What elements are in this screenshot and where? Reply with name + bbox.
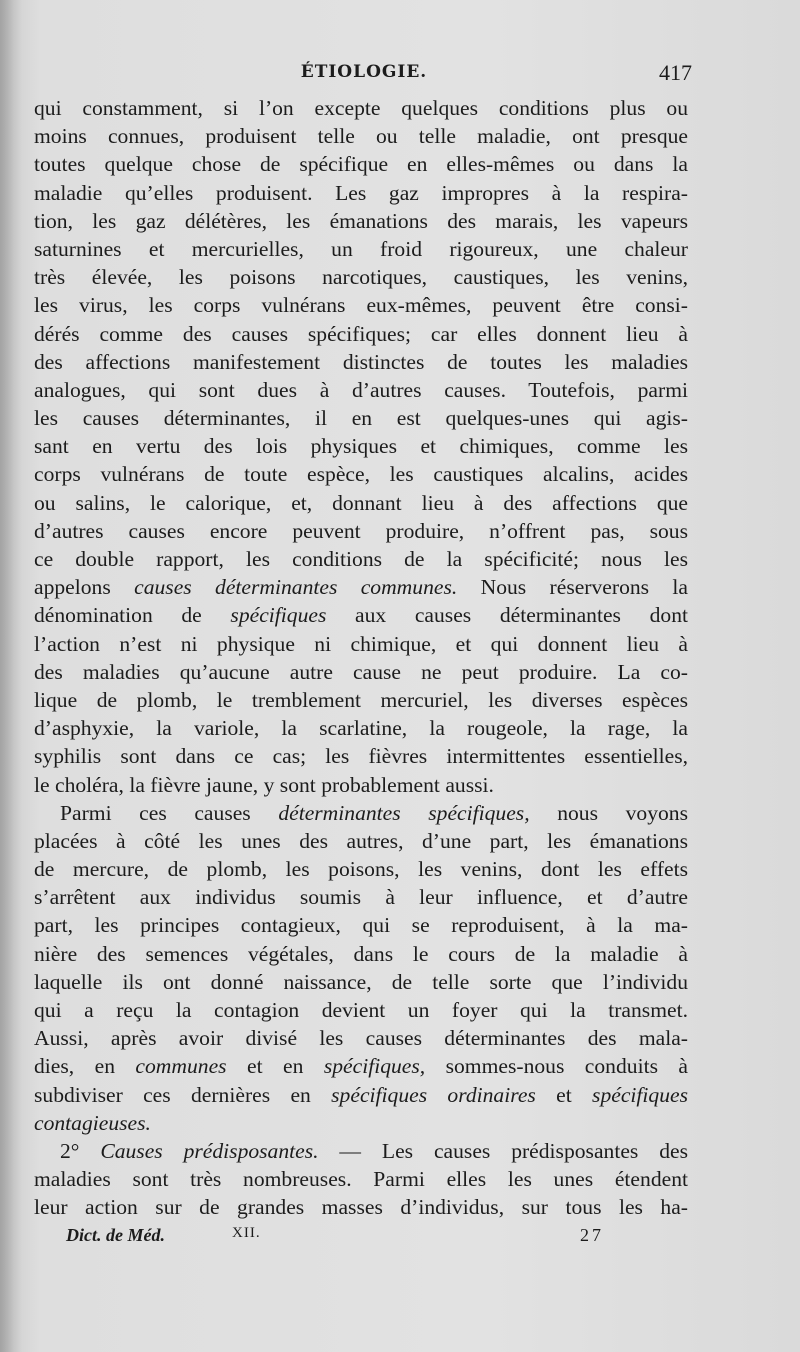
text-line: toutes quelque chose de spécifique en elles-mêmes ou dans la — [34, 152, 688, 177]
italic-term: spécifiques ordinaires — [331, 1082, 536, 1107]
footer-signature: 27 — [580, 1225, 604, 1245]
text-line: d’asphyxie, la variole, la scarlatine, la rougeole, la rage, la — [34, 716, 688, 741]
running-head — [36, 62, 692, 92]
page-number: 417 — [659, 60, 692, 85]
text-line: l’action n’est ni physique ni chimique, et qui donnent lieu à — [34, 631, 688, 656]
text-run: 2° — [60, 1138, 101, 1163]
text-line — [34, 1137, 688, 1165]
text-run: dénomination de — [34, 603, 231, 628]
italic-term: spécifiques — [230, 603, 327, 628]
text-run: et en — [226, 1054, 324, 1079]
text-line: laquelle ils ont donné naissance, de telle sorte que l’individu — [34, 969, 688, 994]
text-line: placées à côté les unes des autres, d’une part, les émanations — [34, 828, 688, 853]
text-line: les virus, les corps vulnérans eux-mêmes, peuvent être consi- — [34, 293, 688, 318]
text-line: très élevée, les poisons narcotiques, caustiques, les venins, — [34, 265, 688, 290]
footer-volume: XII. — [232, 1225, 261, 1241]
text-line: tion, les gaz délétères, les émanations des marais, les vapeurs — [34, 208, 688, 233]
text-run: et — [535, 1082, 593, 1107]
text-line: maladie qu’elles produisent. Les gaz impropres à la respira- — [34, 180, 688, 205]
text-line: lique de plomb, le tremblement mercuriel, les diverses espèces — [34, 687, 688, 712]
text-line: dérés comme des causes spécifiques; car elles donnent lieu à — [34, 321, 688, 346]
text-line: moins connues, produisent telle ou telle maladie, ont presque — [34, 124, 688, 149]
body-text — [34, 94, 688, 1222]
italic-term: spécifiques, — [323, 1054, 426, 1079]
text-run: Nous réserverons la — [457, 575, 688, 600]
text-line: syphilis sont dans ce cas; les fièvres intermittentes essentielles, — [34, 744, 688, 769]
binding-shadow — [0, 0, 22, 1352]
text-run: sommes-nous conduits à — [425, 1054, 688, 1079]
page-footer — [66, 1225, 626, 1251]
text-line: le choléra, la fièvre jaune, y sont probablement aussi. — [34, 772, 494, 797]
text-line: des maladies qu’aucune autre cause ne peut produire. La co- — [34, 659, 688, 684]
text-line: de mercure, de plomb, les poisons, les venins, dont les effets — [34, 857, 688, 882]
text-line: Aussi, après avoir divisé les causes déterminantes des mala- — [34, 1026, 688, 1051]
text-line: des affections manifestement distinctes de toutes les maladies — [34, 349, 688, 374]
text-line: d’autres causes encore peuvent produire, n’offrent pas, sous — [34, 518, 688, 543]
italic-term: déterminantes spécifiques, — [278, 800, 530, 825]
text-line: saturnines et mercurielles, un froid rigoureux, une chaleur — [34, 236, 688, 261]
text-line: qui a reçu la contagion devient un foyer qui la transmet. — [34, 998, 688, 1022]
text-line: sant en vertu des lois physiques et chimiques, comme les — [34, 434, 688, 459]
italic-term: causes déterminantes communes. — [134, 575, 458, 600]
italic-term: spécifiques — [592, 1082, 688, 1107]
text-line: part, les principes contagieux, qui se reproduisent, à la ma- — [34, 913, 688, 938]
text-line: corps vulnérans de toute espèce, les caustiques alcalins, acides — [34, 462, 688, 487]
text-line: les causes déterminantes, il en est quelques-unes qui agis- — [34, 406, 688, 431]
text-run: dies, en — [34, 1054, 136, 1079]
text-line: analogues, qui sont dues à d’autres causes. Toutefois, parmi — [34, 377, 688, 402]
text-run: nous voyons — [529, 800, 688, 825]
text-line: qui constamment, si l’on excepte quelques conditions plus ou — [34, 96, 688, 120]
text-line — [34, 573, 688, 601]
text-run: aux causes déterminantes dont — [326, 603, 688, 628]
text-run: Parmi ces causes — [60, 800, 279, 825]
italic-term: communes — [135, 1054, 227, 1079]
italic-heading: Causes prédisposantes. — [100, 1138, 319, 1163]
text-line: maladies sont très nombreuses. Parmi elles les unes étendent — [34, 1167, 688, 1192]
text-line: nière des semences végétales, dans le cours de la maladie à — [34, 941, 688, 966]
italic-term: contagieuses. — [34, 1110, 151, 1135]
text-line: ou salins, le calorique, et, donnant lieu à des affections que — [34, 490, 688, 515]
text-line — [34, 1109, 688, 1137]
text-line: ce double rapport, les conditions de la spécificité; nous les — [34, 547, 688, 571]
footer-dictionary: Dict. de Méd. — [66, 1225, 165, 1245]
text-line — [34, 799, 688, 827]
running-title: ÉTIOLOGIE. — [300, 62, 428, 82]
text-run: appelons — [34, 575, 135, 600]
text-line: s’arrêtent aux individus soumis à leur influence, et d’autre — [34, 885, 688, 910]
text-line — [34, 601, 688, 629]
text-run: — Les causes prédisposantes des — [318, 1138, 688, 1163]
text-line — [34, 1081, 688, 1109]
text-line — [34, 1052, 688, 1080]
text-run: subdiviser ces dernières en — [34, 1082, 332, 1107]
text-line: leur action sur de grandes masses d’individus, sur tous les ha- — [34, 1195, 688, 1220]
